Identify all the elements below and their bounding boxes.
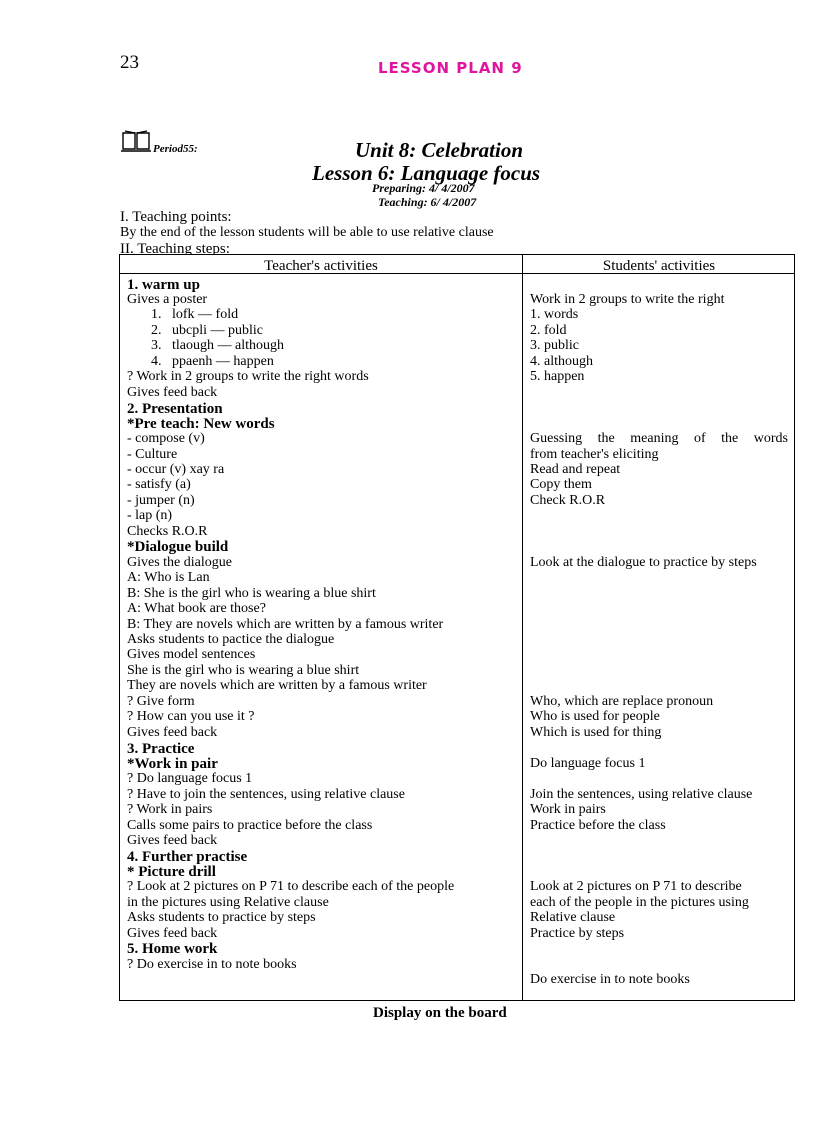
students-column-header: Students' activities [602, 258, 716, 273]
teacher-line: Gives feed back [127, 926, 218, 941]
teacher-line: ? How can you use it ? [127, 709, 255, 724]
teacher-line: Gives feed back [127, 725, 218, 740]
student-line: Relative clause [530, 910, 616, 925]
anagram-item: 1. lofk — fold [151, 307, 239, 322]
teacher-line: Gives feed back [127, 385, 218, 400]
unit-title: Unit 8: Celebration [355, 138, 524, 162]
answer-item: 1. words [530, 307, 579, 322]
student-line: Work in 2 groups to write the right [530, 292, 725, 307]
student-line: Which is used for thing [530, 725, 662, 740]
preteach-heading: *Pre teach: New words [127, 416, 275, 432]
warmup-heading: 1. warm up [127, 277, 200, 293]
student-line: Who, which are replace pronoun [530, 694, 714, 709]
lesson-title: Lesson 6: Language focus [312, 161, 541, 185]
practice-heading: 3. Practice [127, 741, 195, 757]
student-line: Copy them [530, 477, 592, 492]
vocab-item: - satisfy (a) [127, 477, 191, 492]
teacher-line: Gives model sentences [127, 647, 256, 662]
dialogue-line: B: They are novels which are written by a famous writer [127, 617, 444, 632]
homework-heading: 5. Home work [127, 941, 218, 957]
student-line: Look at the dialogue to practice by steps [530, 555, 757, 570]
student-line: Check R.O.R [530, 493, 606, 508]
teacher-line: ? Work in 2 groups to write the right words [127, 369, 369, 384]
dialogue-line: A: What book are those? [127, 601, 266, 616]
teacher-line: Gives the dialogue [127, 555, 232, 570]
model-sentence: She is the girl who is wearing a blue shirt [127, 663, 360, 678]
section-teaching-steps-heading: II. Teaching steps: [120, 241, 230, 255]
work-pair-heading: *Work in pair [127, 756, 218, 772]
teacher-line: Gives feed back [127, 833, 218, 848]
presentation-heading: 2. Presentation [127, 401, 223, 417]
teacher-line: ? Give form [127, 694, 195, 709]
display-on-board-label: Display on the board [373, 1005, 507, 1021]
section-teaching-points-heading: I. Teaching points: [120, 209, 232, 225]
dialogue-line: A: Who is Lan [127, 570, 210, 585]
student-line: Read and repeat [530, 462, 621, 477]
teacher-line: Gives a poster [127, 292, 208, 307]
book-icon [121, 130, 151, 152]
student-line: Look at 2 pictures on P 71 to describe [530, 879, 742, 894]
student-line: from teacher's eliciting [530, 447, 659, 462]
vocab-item: - Culture [127, 447, 178, 462]
vocab-item: - jumper (n) [127, 493, 195, 508]
teacher-line: ? Have to join the sentences, using relative clause [127, 787, 405, 802]
vocab-item: - occur (v) xay ra [127, 462, 225, 477]
teacher-line: ? Work in pairs [127, 802, 213, 817]
answer-item: 3. public [530, 338, 579, 353]
period-label: Period55: [153, 143, 198, 155]
page-number: 23 [120, 52, 139, 73]
header-divider [120, 273, 795, 274]
answer-item: 5. happen [530, 369, 585, 384]
anagram-item: 3. tlaough — although [151, 338, 284, 353]
student-line: Do language focus 1 [530, 756, 646, 771]
section-teaching-points-body: By the end of the lesson students will be able to use relative clause [120, 225, 494, 240]
dialogue-line: B: She is the girl who is wearing a blue shirt [127, 586, 376, 601]
answer-item: 4. although [530, 354, 593, 369]
student-line: Guessing the meaning of the words [530, 431, 788, 446]
teacher-line: Checks R.O.R [127, 524, 208, 539]
teacher-line: ? Do exercise in to note books [127, 957, 297, 972]
teacher-line: Asks students to practice by steps [127, 910, 316, 925]
teaching-date: Teaching: 6/ 4/2007 [378, 195, 477, 209]
student-line: Join the sentences, using relative clause [530, 787, 753, 802]
answer-item: 2. fold [530, 323, 567, 338]
student-line: Work in pairs [530, 802, 606, 817]
teacher-line: ? Do language focus 1 [127, 771, 253, 786]
dialogue-heading: *Dialogue build [127, 539, 229, 555]
model-sentence: They are novels which are written by a famous writer [127, 678, 427, 693]
student-line: Do exercise in to note books [530, 972, 690, 987]
teacher-column-header: Teacher's activities [264, 258, 378, 273]
anagram-item: 4. ppaenh — happen [151, 354, 274, 369]
vocab-item: - compose (v) [127, 431, 205, 446]
teacher-line: Calls some pairs to practice before the class [127, 818, 373, 833]
lesson-plan-title: LESSON PLAN 9 [378, 59, 523, 77]
teacher-line: in the pictures using Relative clause [127, 895, 329, 910]
student-line: Practice by steps [530, 926, 625, 941]
column-divider [522, 255, 523, 1001]
picture-drill-heading: * Picture drill [127, 864, 216, 880]
student-line: Who is used for people [530, 709, 660, 724]
teacher-line: ? Look at 2 pictures on P 71 to describe each of the people [127, 879, 455, 894]
vocab-item: - lap (n) [127, 508, 173, 523]
teacher-line: Asks students to pactice the dialogue [127, 632, 335, 647]
preparing-date: Preparing: 4/ 4/2007 [372, 181, 475, 195]
anagram-item: 2. ubcpli — public [151, 323, 263, 338]
further-practise-heading: 4. Further practise [127, 849, 248, 865]
student-line: each of the people in the pictures using [530, 895, 749, 910]
student-line: Practice before the class [530, 818, 666, 833]
